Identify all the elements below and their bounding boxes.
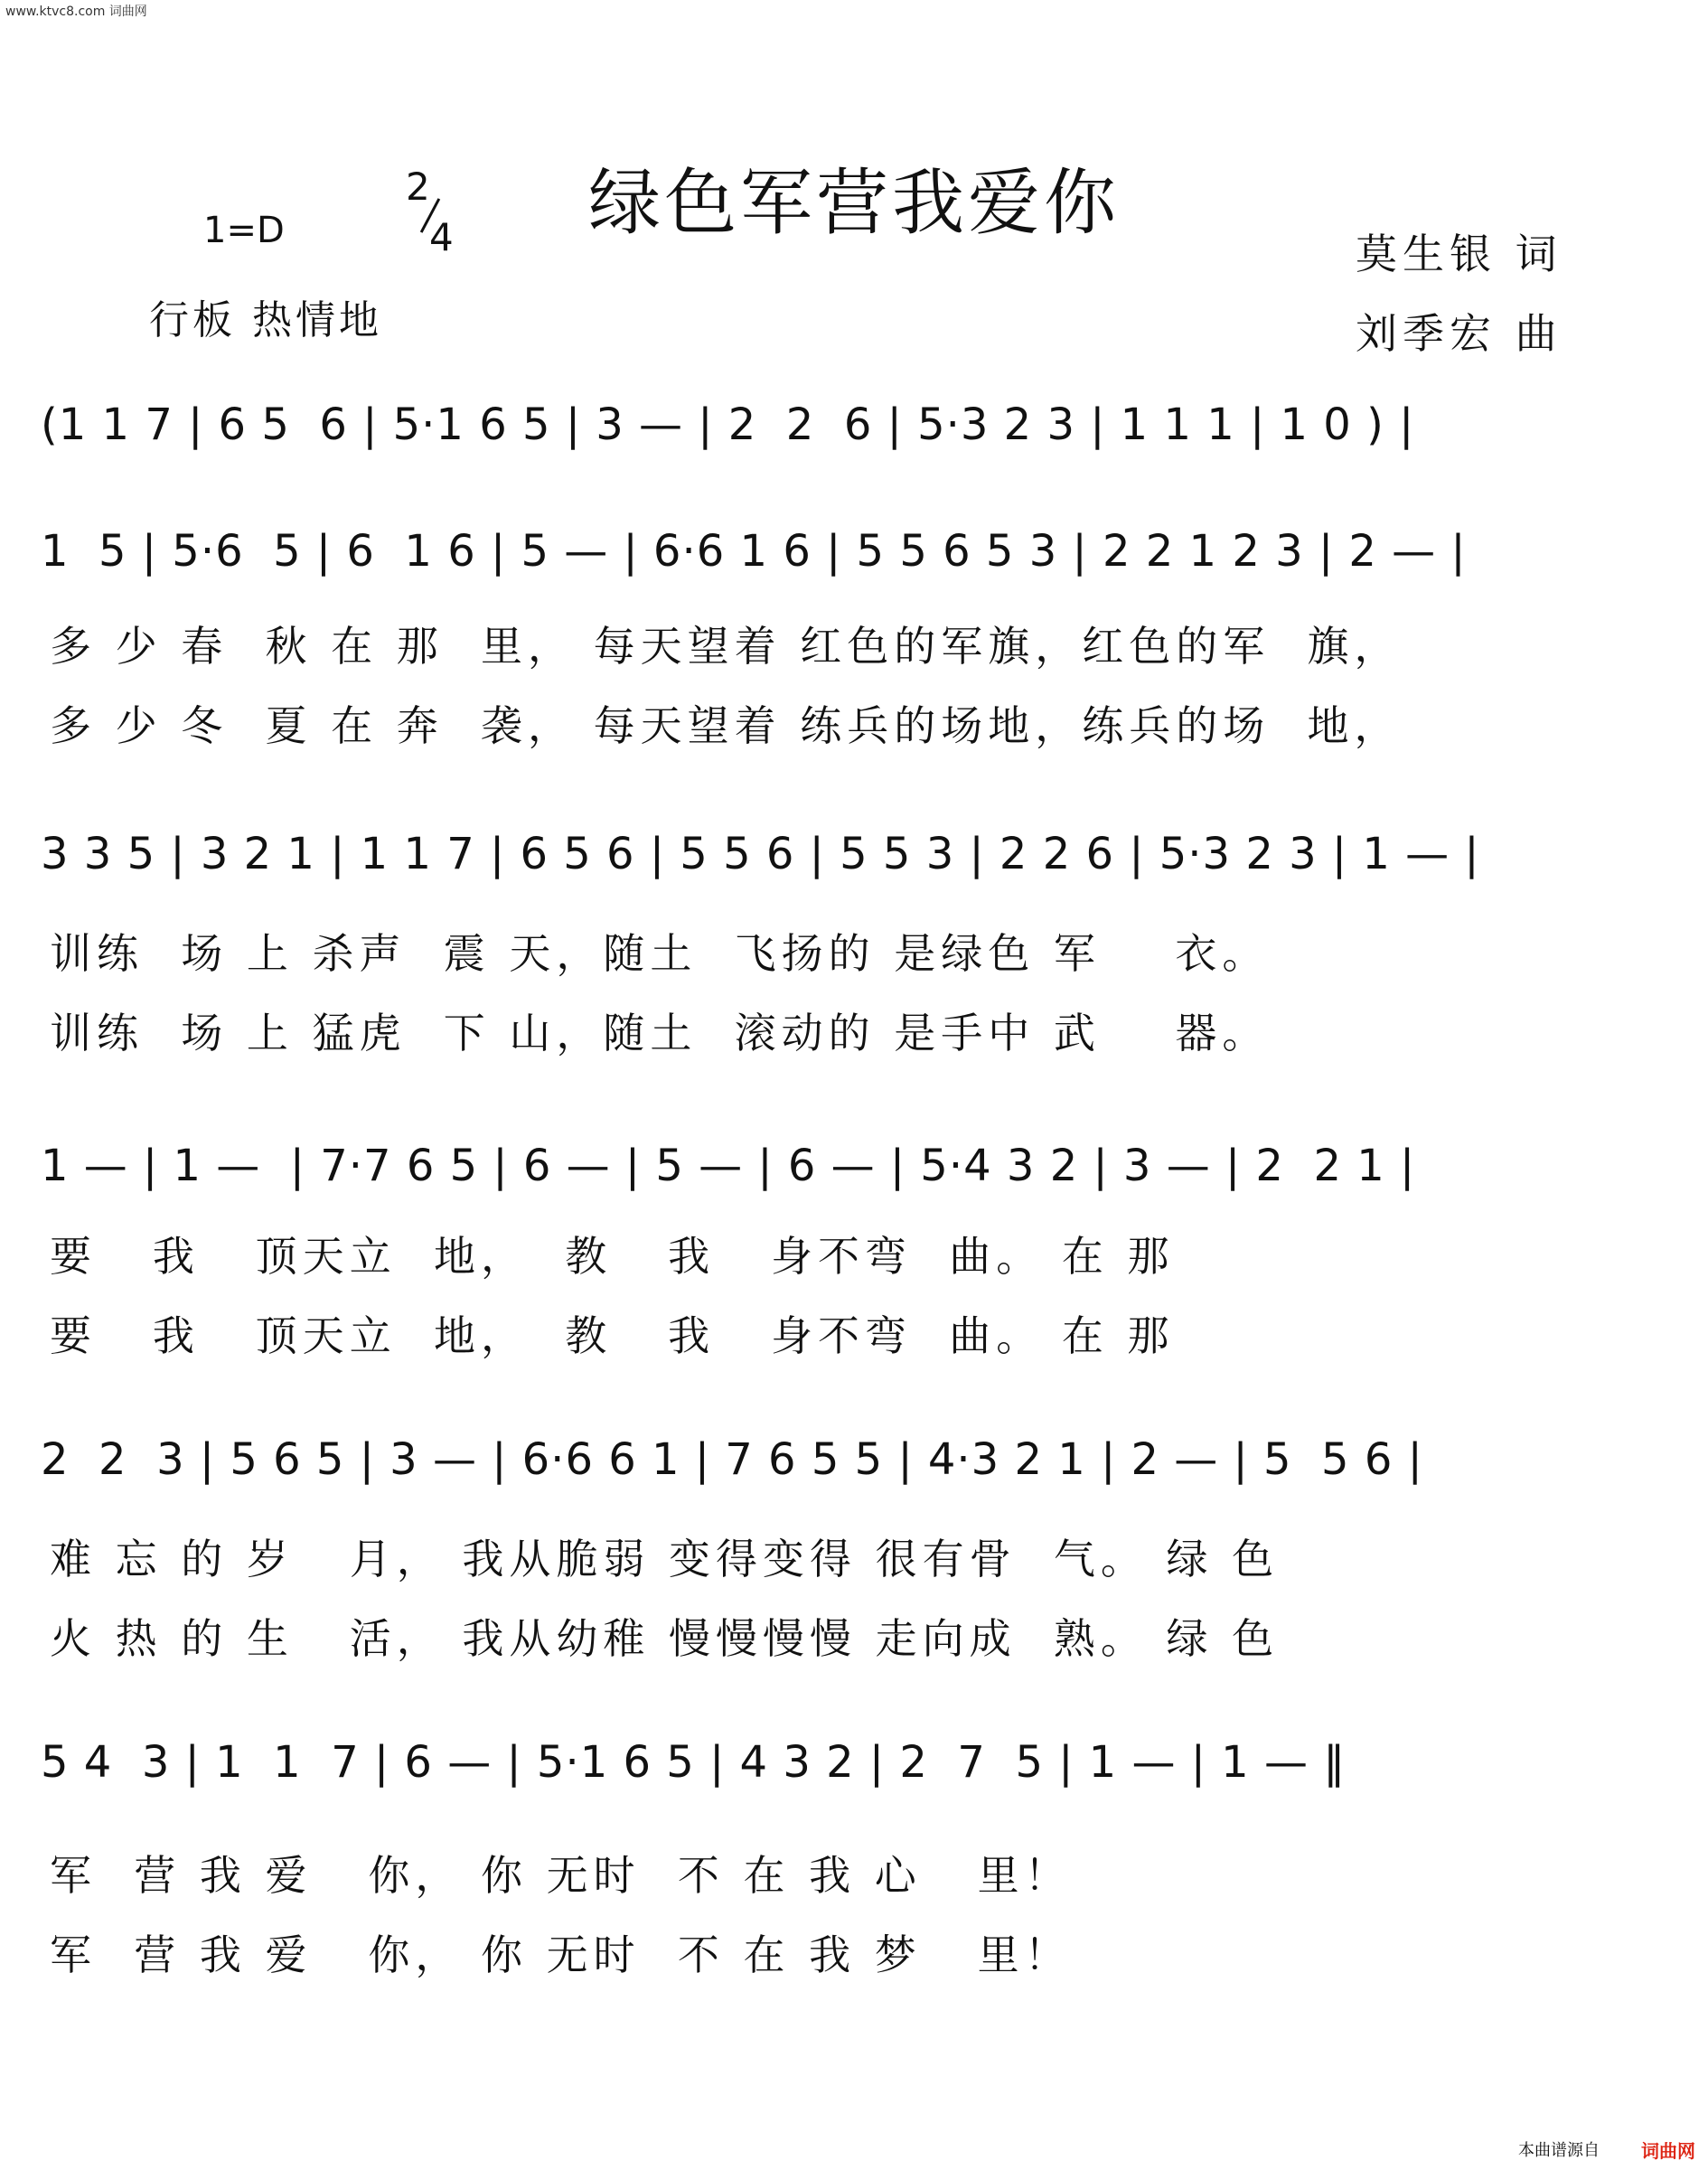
time-denominator: 4 bbox=[429, 215, 454, 259]
lyric-line-6-verse-1: 军 营 我 爱 你， 你 无时 不 在 我 心 里！ bbox=[50, 1851, 1072, 1900]
lyric-line-4-verse-1: 要 我 顶天立 地， 教 我 身不弯 曲。 在 那 bbox=[50, 1232, 1175, 1281]
notation-line-4: 1 — | 1 — | 7·7 6 5 | 6 — | 5 — | 6 — | 5·4 3 2 | 3 — | 2 2 1 | bbox=[41, 1141, 1416, 1191]
key-signature: 1=D bbox=[203, 210, 285, 251]
footer-source-text: 本曲谱源自 bbox=[1518, 2141, 1600, 2160]
notation-line-6: 5 4 3 | 1 1 7 | 6 — | 5·1 6 5 | 4 3 2 | 2 7 5 | 1 — | 1 — ‖ bbox=[41, 1737, 1347, 1788]
composer-credit: 刘季宏 曲 bbox=[1356, 309, 1563, 358]
lyric-line-4-verse-2: 要 我 顶天立 地， 教 我 身不弯 曲。 在 那 bbox=[50, 1311, 1175, 1360]
tempo-marking: 行板 热情地 bbox=[149, 297, 382, 343]
lyric-line-5-verse-2: 火 热 的 生 活， 我从幼稚 慢慢慢慢 走向成 熟。 绿 色 bbox=[50, 1614, 1280, 1663]
lyric-line-2-verse-2: 多 少 冬 夏 在 奔 袭， 每天望着 练兵的场地，练兵的场 地， bbox=[50, 701, 1402, 750]
lyric-line-3-verse-2: 训练 场 上 猛虎 下 山，随土 滚动的 是手中 武 器。 bbox=[50, 1009, 1270, 1057]
watermark-text: www.ktvc8.com 词曲网 bbox=[5, 5, 147, 19]
lyric-line-6-verse-2: 军 营 我 爱 你， 你 无时 不 在 我 梦 里！ bbox=[50, 1930, 1072, 1979]
lyric-line-2-verse-1: 多 少 春 秋 在 那 里， 每天望着 红色的军旗，红色的军 旗， bbox=[50, 622, 1402, 671]
lyric-line-5-verse-1: 难 忘 的 岁 月， 我从脆弱 变得变得 很有骨 气。 绿 色 bbox=[50, 1535, 1280, 1583]
time-signature bbox=[402, 164, 456, 264]
time-numerator: 2 bbox=[406, 164, 430, 209]
notation-line-5: 2 2 3 | 5 6 5 | 3 — | 6·6 6 1 | 7 6 5 5 | 4·3 2 1 | 2 — | 5 5 6 | bbox=[41, 1434, 1423, 1485]
song-title: 绿色军营我爱你 bbox=[588, 161, 1120, 245]
lyric-line-3-verse-1: 训练 场 上 杀声 震 天，随土 飞扬的 是绿色 军 衣。 bbox=[50, 929, 1270, 978]
notation-line-1: (1 1 7 | 6 5 6 | 5·1 6 5 | 3 — | 2 2 6 | 5·3 2 3 | 1 1 1 | 1 0 ) | bbox=[41, 399, 1415, 450]
notation-line-2: 1 5 | 5·6 5 | 6 1 6 | 5 — | 6·6 1 6 | 5 5 6 5 3 | 2 2 1 2 3 | 2 — | bbox=[41, 526, 1467, 577]
notation-line-3: 3 3 5 | 3 2 1 | 1 1 7 | 6 5 6 | 5 5 6 | 5 5 3 | 2 2 6 | 5·3 2 3 | 1 — | bbox=[41, 829, 1480, 879]
footer-logo[interactable]: 词曲网 bbox=[1641, 2140, 1695, 2162]
lyricist-credit: 莫生银 词 bbox=[1356, 230, 1563, 278]
